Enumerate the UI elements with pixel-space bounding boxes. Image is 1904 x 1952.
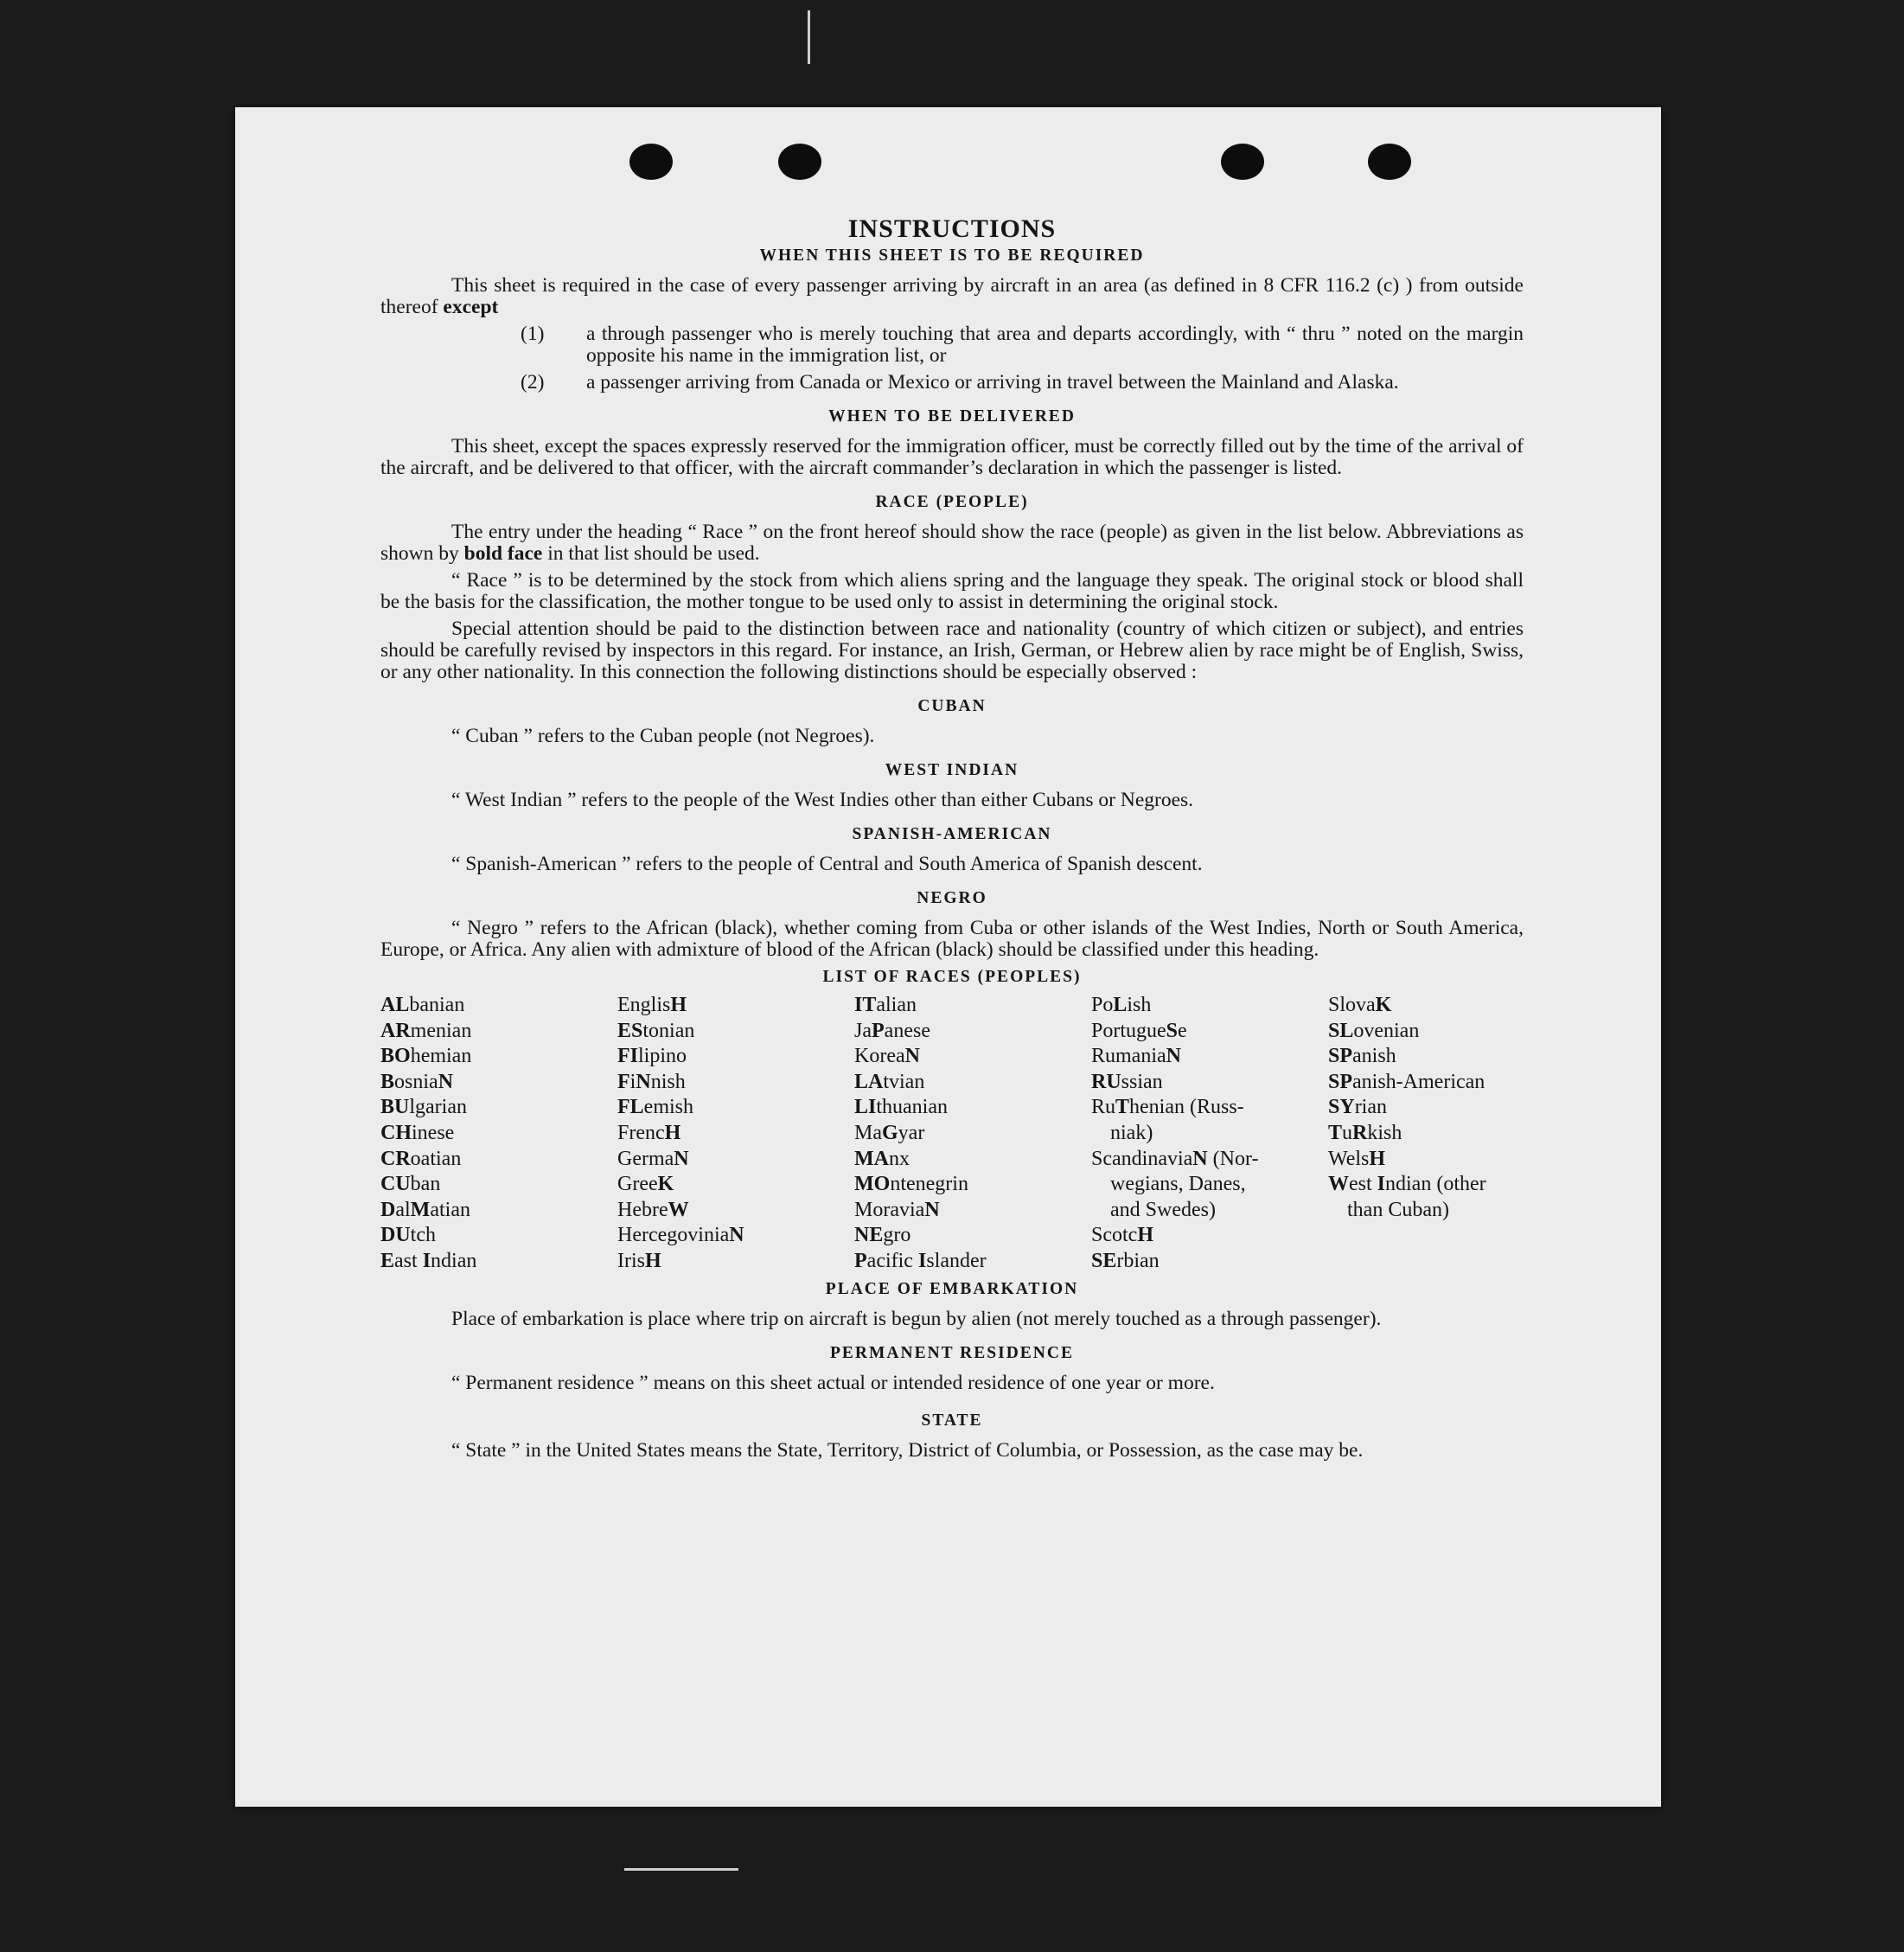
race-text: Scotc bbox=[1091, 1224, 1138, 1247]
race-entry bbox=[1091, 1095, 1328, 1121]
heading-state: STATE bbox=[921, 1411, 983, 1430]
race-abbrev: I bbox=[1377, 1173, 1386, 1196]
race-text: rbian bbox=[1116, 1249, 1160, 1272]
race-p1-after: in that list should be used. bbox=[547, 542, 760, 565]
page-title: INSTRUCTIONS bbox=[847, 214, 1057, 243]
race-text: emish bbox=[643, 1096, 693, 1119]
race-entry bbox=[1328, 1172, 1524, 1198]
race-abbrev: H bbox=[645, 1249, 661, 1272]
race-entry bbox=[380, 1249, 617, 1275]
race-abbrev: CU bbox=[380, 1173, 411, 1196]
race-abbrev: N bbox=[904, 1045, 920, 1068]
race-abbrev: CH bbox=[380, 1121, 412, 1144]
race-text: lgarian bbox=[409, 1096, 467, 1119]
race-text: Hercegovinia bbox=[617, 1224, 730, 1247]
race-text: Ja bbox=[854, 1019, 872, 1042]
race-text: ovenian bbox=[1353, 1019, 1420, 1042]
race-entry bbox=[380, 1044, 617, 1070]
required-except: except bbox=[443, 296, 499, 318]
item-number: (2) bbox=[521, 371, 545, 394]
list-item bbox=[380, 323, 1524, 367]
race-entry bbox=[1091, 1172, 1328, 1198]
race-text: thuanian bbox=[876, 1096, 948, 1119]
paragraph-cuban: “ Cuban ” refers to the Cuban people (not Negroes). bbox=[451, 725, 875, 747]
film-mark-top bbox=[808, 10, 810, 64]
race-entry bbox=[854, 1147, 1091, 1173]
race-abbrev: N bbox=[729, 1224, 744, 1247]
race-text: Slova bbox=[1328, 994, 1376, 1016]
race-entry bbox=[617, 993, 854, 1019]
race-text: hemian bbox=[410, 1045, 472, 1068]
race-column bbox=[854, 993, 1091, 1275]
race-entry bbox=[617, 1147, 854, 1173]
paragraph-west-indian: “ West Indian ” refers to the people of the West Indies other than either Cubans or Negroes. bbox=[451, 789, 1194, 811]
race-entry bbox=[1091, 1147, 1328, 1173]
race-abbrev: H bbox=[1369, 1147, 1386, 1170]
race-abbrev: N bbox=[438, 1070, 454, 1093]
punch-hole bbox=[1368, 144, 1411, 180]
race-abbrev: NE bbox=[854, 1224, 884, 1247]
race-text: Englis bbox=[617, 994, 671, 1016]
paragraph-required bbox=[380, 275, 1524, 318]
paragraph-race-2: “ Race ” is to be determined by the stock from which aliens spring and the language they speak. The original stock or blood shall be the basis for the classification, the mother tongue to be used only to assist in determining the original stock. bbox=[380, 569, 1524, 613]
race-abbrev: CR bbox=[380, 1147, 411, 1170]
race-text: alian bbox=[876, 994, 917, 1016]
race-text: inese bbox=[412, 1121, 455, 1144]
race-abbrev: I bbox=[422, 1249, 431, 1272]
race-text: tvian bbox=[883, 1070, 925, 1093]
race-column bbox=[1091, 993, 1328, 1275]
race-entry bbox=[617, 1019, 854, 1045]
race-abbrev: BO bbox=[380, 1045, 411, 1068]
paragraph-race-3: Special attention should be paid to the distinction between race and nationality (country of which citizen or subject), and entries should be carefully revised by inspectors in this regard. For instance, an Irish, German, or Hebrew alien by race might be of English, Swiss, or any other nationality. In this connection the following distinctions should be especially observed : bbox=[380, 618, 1524, 683]
race-entry bbox=[854, 1198, 1091, 1224]
paragraph-negro: “ Negro ” refers to the African (black), whether coming from Cuba or other islands of the West Indies, North or South America, Europe, or Africa. Any alien with admixture of blood of the African (black) should be classified under this heading. bbox=[380, 917, 1524, 961]
paragraph-embarkation: Place of embarkation is place where trip on aircraft is begun by alien (not merely touched as a through passenger). bbox=[451, 1307, 1382, 1330]
race-abbrev: N bbox=[1192, 1147, 1208, 1170]
race-column bbox=[1328, 993, 1524, 1275]
race-entry bbox=[854, 1095, 1091, 1121]
race-text: tonian bbox=[642, 1019, 695, 1042]
race-text: osnia bbox=[394, 1070, 438, 1093]
race-abbrev: BU bbox=[380, 1096, 410, 1119]
race-text: gro bbox=[883, 1224, 911, 1247]
race-text: e bbox=[1178, 1019, 1187, 1042]
race-abbrev: RU bbox=[1091, 1070, 1121, 1093]
race-text: Gree bbox=[617, 1173, 658, 1196]
list-item bbox=[380, 372, 1524, 394]
race-text: than Cuban) bbox=[1347, 1198, 1449, 1221]
race-text: nish bbox=[650, 1070, 686, 1093]
race-entry bbox=[1328, 1147, 1524, 1173]
race-entry bbox=[854, 1172, 1091, 1198]
race-text: atian bbox=[430, 1198, 470, 1221]
race-entry bbox=[617, 1044, 854, 1070]
race-text: Rumania bbox=[1091, 1045, 1166, 1068]
race-abbrev: N bbox=[1166, 1045, 1181, 1068]
race-entry bbox=[854, 1249, 1091, 1275]
sheet-content bbox=[380, 214, 1524, 1467]
race-entry bbox=[1328, 1198, 1524, 1224]
paragraph-delivered: This sheet, except the spaces expressly reserved for the immigration officer, must be correctly filled out by the time of the arrival of the aircraft, and be delivered to that officer, with the aircraft commander’s declaration in which the passenger is listed. bbox=[380, 435, 1524, 479]
race-entry bbox=[380, 1019, 617, 1045]
race-abbrev: S bbox=[1166, 1019, 1179, 1042]
race-abbrev: IT bbox=[854, 994, 877, 1016]
race-text: u bbox=[1342, 1121, 1353, 1144]
race-text: Germa bbox=[617, 1147, 674, 1170]
race-text: Ru bbox=[1091, 1096, 1116, 1119]
race-entry bbox=[854, 993, 1091, 1019]
race-entry bbox=[854, 1070, 1091, 1096]
race-entry bbox=[617, 1095, 854, 1121]
race-text: nx bbox=[888, 1147, 910, 1170]
race-text: ntenegrin bbox=[890, 1173, 968, 1196]
race-text: banian bbox=[409, 994, 465, 1016]
race-abbrev: DU bbox=[380, 1224, 411, 1247]
race-text: anese bbox=[884, 1019, 930, 1042]
race-entry bbox=[1091, 1070, 1328, 1096]
race-abbrev: K bbox=[1375, 994, 1392, 1016]
required-text: This sheet is required in the case of every passenger arriving by aircraft in an area (as defined in 8 CFR 116.2 (c) ) from outside thereof bbox=[380, 274, 1524, 318]
race-text: Scandinavia bbox=[1091, 1147, 1193, 1170]
race-entry bbox=[1328, 1044, 1524, 1070]
item-text: a through passenger who is merely touching that area and departs accordingly, with “ thru ” noted on the margin opposite his name in the immigration list, or bbox=[586, 323, 1524, 367]
race-abbrev: SP bbox=[1328, 1045, 1353, 1068]
race-abbrev: M bbox=[410, 1198, 431, 1221]
race-entry bbox=[380, 993, 617, 1019]
race-p1-before: The entry under the heading “ Race ” on the front hereof should show the race (people) as given in the list below. Abbreviations as shown by bbox=[380, 521, 1524, 565]
race-abbrev: MA bbox=[854, 1147, 889, 1170]
punch-hole bbox=[778, 144, 821, 180]
race-abbrev: G bbox=[882, 1121, 898, 1144]
race-abbrev: FL bbox=[617, 1096, 644, 1119]
race-abbrev: AL bbox=[380, 994, 410, 1016]
race-text: yar bbox=[898, 1121, 925, 1144]
race-abbrev: H bbox=[670, 994, 687, 1016]
race-text: ndian (other bbox=[1385, 1173, 1486, 1196]
race-text: anish bbox=[1352, 1045, 1396, 1068]
race-entry bbox=[1091, 1223, 1328, 1249]
race-text: lipino bbox=[638, 1045, 687, 1068]
race-abbrev: FI bbox=[617, 1045, 638, 1068]
race-text: Hebre bbox=[617, 1198, 668, 1221]
race-entry bbox=[380, 1070, 617, 1096]
heading-race: RACE (PEOPLE) bbox=[875, 493, 1029, 511]
race-text: i bbox=[629, 1070, 636, 1093]
race-entry bbox=[617, 1172, 854, 1198]
heading-negro: NEGRO bbox=[917, 889, 987, 907]
race-abbrev: I bbox=[917, 1249, 927, 1272]
race-abbrev: W bbox=[668, 1198, 689, 1221]
race-entry bbox=[617, 1249, 854, 1275]
race-column bbox=[617, 993, 854, 1275]
race-abbrev: T bbox=[1115, 1096, 1130, 1119]
race-text: oatian bbox=[410, 1147, 462, 1170]
race-text: rian bbox=[1354, 1096, 1387, 1119]
race-text: ish bbox=[1127, 994, 1152, 1016]
race-text: tch bbox=[410, 1224, 436, 1247]
race-text: ast bbox=[394, 1249, 423, 1272]
race-text: acific bbox=[866, 1249, 918, 1272]
race-abbrev: SP bbox=[1328, 1070, 1353, 1093]
race-entry bbox=[1328, 1095, 1524, 1121]
race-text: (Nor- bbox=[1207, 1147, 1259, 1170]
race-entry bbox=[854, 1019, 1091, 1045]
race-text: ndian bbox=[431, 1249, 477, 1272]
race-entry bbox=[1328, 993, 1524, 1019]
race-abbrev: P bbox=[854, 1249, 867, 1272]
heading-when-required: WHEN THIS SHEET IS TO BE REQUIRED bbox=[759, 246, 1145, 265]
race-text: kish bbox=[1367, 1121, 1402, 1144]
race-text: Portugue bbox=[1091, 1019, 1166, 1042]
instruction-sheet bbox=[235, 107, 1661, 1807]
race-entry bbox=[380, 1095, 617, 1121]
race-entry bbox=[1091, 1121, 1328, 1147]
race-abbrev: N bbox=[636, 1070, 651, 1093]
race-text: menian bbox=[410, 1019, 472, 1042]
race-column bbox=[380, 993, 617, 1275]
race-abbrev: LA bbox=[854, 1070, 884, 1093]
race-abbrev: SE bbox=[1091, 1249, 1117, 1272]
race-entry bbox=[1328, 1019, 1524, 1045]
race-abbrev: H bbox=[1137, 1224, 1153, 1247]
race-entry bbox=[380, 1121, 617, 1147]
item-number: (1) bbox=[521, 323, 545, 345]
race-abbrev: N bbox=[924, 1198, 940, 1221]
race-abbrev: MO bbox=[854, 1173, 891, 1196]
heading-spanish-american: SPANISH-AMERICAN bbox=[852, 825, 1052, 843]
race-abbrev: P bbox=[872, 1019, 885, 1042]
paragraph-spanish-american: “ Spanish-American ” refers to the people of Central and South America of Spanish descent. bbox=[451, 853, 1203, 875]
race-text: and Swedes) bbox=[1110, 1198, 1216, 1221]
race-text: Moravia bbox=[854, 1198, 925, 1221]
race-entry bbox=[380, 1172, 617, 1198]
race-text: anish-American bbox=[1352, 1070, 1486, 1093]
race-text: henian (Russ- bbox=[1129, 1096, 1244, 1119]
race-entry bbox=[1328, 1121, 1524, 1147]
race-abbrev: F bbox=[617, 1070, 630, 1093]
race-abbrev: B bbox=[380, 1070, 395, 1093]
race-abbrev: R bbox=[1352, 1121, 1368, 1144]
heading-permanent-residence: PERMANENT RESIDENCE bbox=[830, 1343, 1074, 1362]
race-p1-bold: bold face bbox=[463, 542, 543, 565]
race-entry bbox=[1091, 1198, 1328, 1224]
race-entry bbox=[617, 1070, 854, 1096]
race-abbrev: LI bbox=[854, 1096, 877, 1119]
item-text: a passenger arriving from Canada or Mexico or arriving in travel between the Mainland and Alaska. bbox=[586, 371, 1399, 394]
film-mark-bottom bbox=[624, 1868, 738, 1871]
race-entry bbox=[380, 1198, 617, 1224]
race-text: slander bbox=[926, 1249, 987, 1272]
race-text: Frenc bbox=[617, 1121, 665, 1144]
race-abbrev: E bbox=[380, 1249, 395, 1272]
race-text: Iris bbox=[617, 1249, 645, 1272]
race-list bbox=[380, 993, 1524, 1275]
race-abbrev: AR bbox=[380, 1019, 411, 1042]
race-abbrev: SY bbox=[1328, 1096, 1355, 1119]
race-entry bbox=[1328, 1070, 1524, 1096]
race-text: niak) bbox=[1110, 1121, 1153, 1144]
race-abbrev: SL bbox=[1328, 1019, 1354, 1042]
heading-when-delivered: WHEN TO BE DELIVERED bbox=[828, 407, 1076, 426]
race-entry bbox=[854, 1223, 1091, 1249]
punch-hole bbox=[629, 144, 673, 180]
race-entry bbox=[380, 1223, 617, 1249]
race-text: Korea bbox=[854, 1045, 905, 1068]
paragraph-permanent-residence: “ Permanent residence ” means on this sheet actual or intended residence of one year or more. bbox=[451, 1371, 1215, 1394]
race-abbrev: K bbox=[657, 1173, 674, 1196]
race-entry bbox=[617, 1223, 854, 1249]
punch-hole bbox=[1221, 144, 1264, 180]
heading-list-of-races: LIST OF RACES (PEOPLES) bbox=[822, 968, 1082, 986]
race-entry bbox=[854, 1121, 1091, 1147]
race-text: Wels bbox=[1328, 1147, 1370, 1170]
paragraph-race-1 bbox=[380, 522, 1524, 565]
race-abbrev: D bbox=[380, 1198, 396, 1221]
race-entry bbox=[617, 1121, 854, 1147]
race-entry bbox=[617, 1198, 854, 1224]
race-entry bbox=[1091, 1249, 1328, 1275]
race-abbrev: L bbox=[1113, 994, 1128, 1016]
race-text: est bbox=[1349, 1173, 1377, 1196]
race-abbrev: W bbox=[1328, 1173, 1349, 1196]
race-abbrev: H bbox=[664, 1121, 681, 1144]
race-text: Po bbox=[1091, 994, 1114, 1016]
race-text: al bbox=[395, 1198, 411, 1221]
race-entry bbox=[1091, 1019, 1328, 1045]
heading-west-indian: WEST INDIAN bbox=[885, 761, 1019, 779]
race-text: wegians, Danes, bbox=[1110, 1173, 1246, 1196]
heading-cuban: CUBAN bbox=[917, 697, 987, 715]
race-abbrev: ES bbox=[617, 1019, 643, 1042]
race-text: ban bbox=[410, 1173, 441, 1196]
race-entry bbox=[854, 1044, 1091, 1070]
race-entry bbox=[1091, 1044, 1328, 1070]
race-text: ssian bbox=[1121, 1070, 1163, 1093]
race-text: Ma bbox=[854, 1121, 882, 1144]
race-abbrev: T bbox=[1328, 1121, 1343, 1144]
race-entry bbox=[380, 1147, 617, 1173]
race-entry bbox=[1091, 993, 1328, 1019]
heading-embarkation: PLACE OF EMBARKATION bbox=[825, 1279, 1079, 1298]
paragraph-state: “ State ” in the United States means the State, Territory, District of Columbia, or Possession, as the case may be. bbox=[451, 1438, 1364, 1462]
race-abbrev: N bbox=[674, 1147, 689, 1170]
